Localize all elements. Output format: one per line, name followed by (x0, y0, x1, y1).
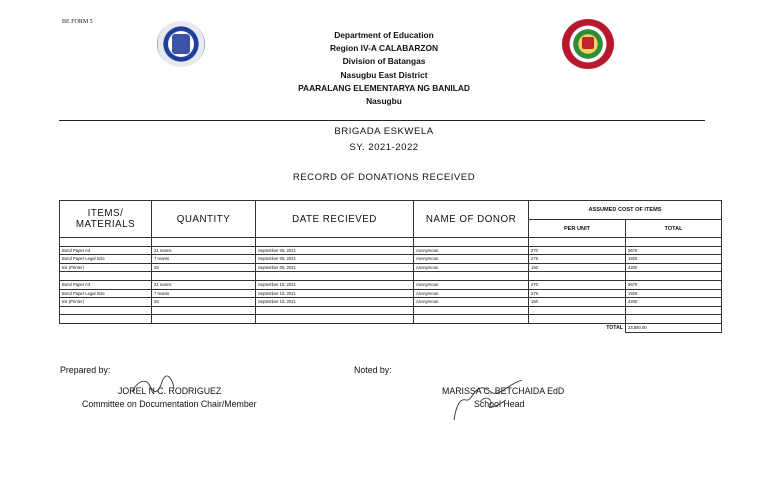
cell-per-unit: 150 (529, 263, 626, 272)
header-date: DATE RECIEVED (256, 201, 414, 238)
cell-item (60, 238, 152, 247)
table-row (60, 298, 722, 307)
header-line-school: PAARALANG ELEMENTARYA NG BANILAD (298, 83, 470, 93)
table-row (60, 315, 722, 324)
noted-by-name: MARISSA C. BETCHAIDA EdD (442, 386, 565, 396)
cell-item: Bond Paper Legal Size (60, 255, 152, 264)
cell-donor: Anonymous (414, 280, 529, 289)
header-quantity: QUANTITY (152, 201, 256, 238)
header-line-town: Nasugbu (366, 96, 402, 106)
cell-per-unit: 270 (529, 280, 626, 289)
cell-date: September 05, 2021 (256, 246, 414, 255)
table-row (60, 289, 722, 298)
noted-signature (450, 376, 530, 422)
cell-donor (414, 306, 529, 315)
deped-seal-logo (157, 21, 205, 67)
cell-total: 1925 (626, 255, 722, 264)
cell-qty (152, 306, 256, 315)
cell-date (256, 272, 414, 281)
cell-per-unit (529, 238, 626, 247)
cell-item (60, 272, 152, 281)
header-line-department: Department of Education (334, 30, 434, 40)
cell-total (626, 306, 722, 315)
cell-donor (414, 272, 529, 281)
cell-item: Ink (Printer) (60, 298, 152, 307)
header-divider (59, 120, 705, 121)
table-row (60, 238, 722, 247)
table-row (60, 306, 722, 315)
cell-per-unit: 270 (529, 246, 626, 255)
cell-donor (414, 315, 529, 324)
cell-item: Ink (Printer) (60, 263, 152, 272)
cell-date: September 10, 2021 (256, 298, 414, 307)
cell-qty: 28 (152, 298, 256, 307)
header-donor: NAME OF DONOR (414, 201, 529, 238)
cell-date: September 10, 2021 (256, 289, 414, 298)
header-line-division: Division of Batangas (342, 56, 426, 66)
header-line-district: Nasugbu East District (340, 70, 428, 80)
cell-total (626, 315, 722, 324)
cell-total: 4200 (626, 298, 722, 307)
prepared-by-role: Committee on Documentation Chair/Member (82, 399, 257, 409)
cell-item: Bond Paper Legal Size (60, 289, 152, 298)
record-title: RECORD OF DONATIONS RECEIVED (292, 172, 476, 183)
cell-item (60, 315, 152, 324)
table-row (60, 246, 722, 255)
prepared-by-label: Prepared by: (60, 365, 111, 375)
cell-date (256, 306, 414, 315)
table-row (60, 272, 722, 281)
header-items: ITEMS/ MATERIALS (60, 201, 152, 238)
cell-qty (152, 238, 256, 247)
header-per-unit: PER UNIT (529, 220, 626, 238)
cell-item: Bond Paper A4 (60, 280, 152, 289)
cell-per-unit (529, 315, 626, 324)
cell-qty (152, 315, 256, 324)
cell-total: 4200 (626, 263, 722, 272)
cell-total: 5670 (626, 280, 722, 289)
cell-donor: Anonymous (414, 263, 529, 272)
cell-date (256, 315, 414, 324)
cell-qty (152, 272, 256, 281)
school-seal-logo (562, 19, 614, 69)
cell-item: Bond Paper A4 (60, 246, 152, 255)
cell-donor: Anonymous (414, 246, 529, 255)
cell-date: September 05, 2021 (256, 255, 414, 264)
cell-qty: 21 reams (152, 246, 256, 255)
prepared-signature (128, 374, 178, 398)
cell-donor: Anonymous (414, 289, 529, 298)
cell-per-unit (529, 306, 626, 315)
cell-per-unit: 150 (529, 298, 626, 307)
program-title: BRIGADA ESKWELA (334, 126, 434, 137)
cell-donor (414, 238, 529, 247)
school-year: SY. 2021-2022 (349, 142, 419, 153)
form-code: BE FORM 5 (62, 19, 93, 25)
header-line-region: Region IV-A CALABARZON (329, 43, 439, 53)
table-row (60, 280, 722, 289)
cell-qty: 28 (152, 263, 256, 272)
cell-qty: 7 reams (152, 255, 256, 264)
noted-by-role: School Head (474, 399, 525, 409)
prepared-by-name: JOREL N C. RODRIGUEZ (118, 386, 222, 396)
cell-total (626, 272, 722, 281)
cell-per-unit: 275 (529, 255, 626, 264)
header-total: TOTAL (626, 220, 722, 238)
cell-total (626, 238, 722, 247)
total-label: TOTAL (60, 323, 626, 332)
total-value: 23,590.00 (626, 323, 722, 332)
cell-total: 1925 (626, 289, 722, 298)
cell-donor: Anonymous (414, 255, 529, 264)
cell-qty: 21 reams (152, 280, 256, 289)
cell-total: 5670 (626, 246, 722, 255)
header-cost-group: ASSUMED COST OF ITEMS (529, 201, 722, 220)
cell-per-unit: 275 (529, 289, 626, 298)
cell-date (256, 238, 414, 247)
cell-per-unit (529, 272, 626, 281)
table-row (60, 263, 722, 272)
cell-donor: Anonymous (414, 298, 529, 307)
cell-date: September 10, 2021 (256, 280, 414, 289)
cell-date: September 05, 2021 (256, 263, 414, 272)
cell-qty: 7 reams (152, 289, 256, 298)
donations-table (59, 200, 722, 333)
noted-by-label: Noted by: (354, 365, 392, 375)
table-row (60, 255, 722, 264)
cell-item (60, 306, 152, 315)
